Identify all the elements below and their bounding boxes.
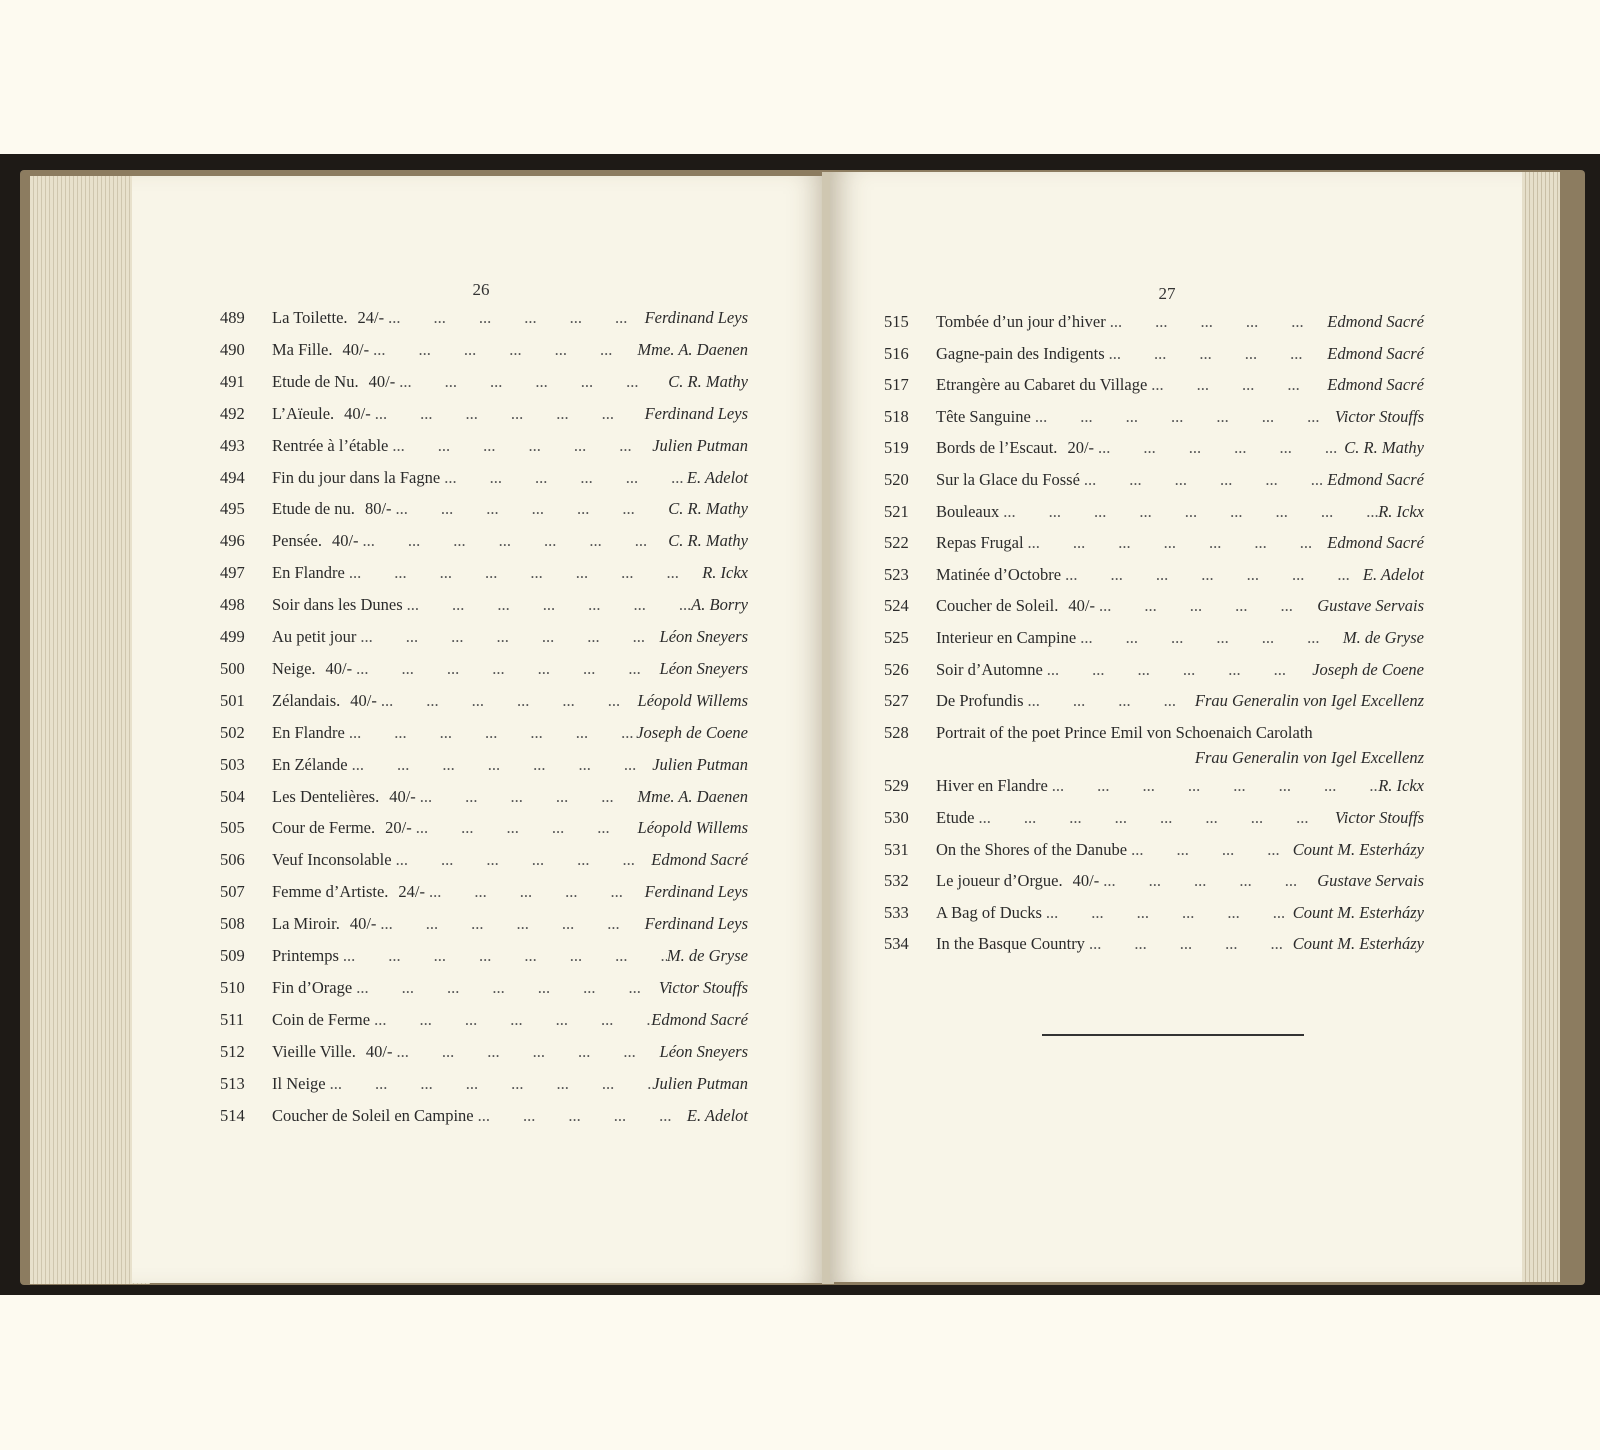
- entry-number: 525: [884, 628, 909, 647]
- entry-number: 522: [884, 533, 909, 553]
- leader-dots: [1080, 470, 1327, 490]
- entry-title: Tête Sanguine: [936, 406, 1031, 426]
- leader-dots: [359, 531, 669, 551]
- catalogue-entry: [220, 340, 748, 366]
- entry-artist: Ferdinand Leys: [644, 914, 748, 934]
- entry-number: 501: [220, 690, 245, 710]
- entry-number: 500: [220, 658, 245, 678]
- entry-number: 519: [884, 438, 909, 458]
- entry-title: Interieur en Campine: [936, 628, 1077, 647]
- catalogue-entry: [220, 404, 748, 430]
- leader-dots: [1061, 565, 1363, 585]
- entry-number: 523: [884, 564, 909, 584]
- entry-number: 515: [884, 312, 909, 331]
- entry-price: 24/-: [398, 882, 425, 902]
- entry-artist: Mme. A. Daenen: [637, 339, 748, 359]
- entry-artist: Gustave Servais: [1317, 596, 1424, 616]
- leader-dots: [339, 946, 667, 966]
- catalogue-entry: [220, 723, 748, 749]
- entry-number: 510: [220, 977, 245, 997]
- leader-dots: [352, 659, 659, 679]
- entry-number: 494: [220, 467, 245, 487]
- entry-price: 20/-: [385, 818, 412, 838]
- entry-artist: E. Adelot: [686, 1105, 748, 1125]
- catalogue-entry: [220, 914, 748, 940]
- entry-title: Etude de Nu.: [272, 371, 359, 391]
- catalogue-entry: [884, 407, 1424, 433]
- entry-artist: Count M. Esterházy: [1292, 839, 1424, 859]
- entry-title: Gagne-pain des Indigents: [936, 343, 1105, 363]
- entry-price: 40/-: [1072, 871, 1100, 891]
- entry-number: 495: [220, 499, 245, 519]
- entry-title: Coin de Ferme: [272, 1009, 371, 1029]
- leader-dots: [1095, 596, 1317, 616]
- catalogue-entry: [220, 978, 748, 1004]
- leader-dots: [371, 404, 645, 424]
- catalogue-entry: [884, 723, 1424, 771]
- catalogue-entry: [220, 1010, 748, 1036]
- entry-number: 499: [220, 627, 245, 646]
- entry-number: 521: [884, 501, 909, 521]
- leader-dots: [345, 723, 636, 743]
- entry-artist: Edmond Sacré: [1327, 343, 1424, 363]
- page-number: 27: [1158, 284, 1176, 303]
- entry-artist: A. Borry: [691, 595, 748, 615]
- entry-title: Etude de nu.: [272, 499, 355, 519]
- entry-number: 497: [220, 563, 245, 583]
- catalogue-entry: [884, 470, 1424, 496]
- entry-title: Coucher de Soleil.: [936, 596, 1059, 616]
- entry-artist: Edmond Sacré: [1327, 375, 1424, 395]
- leader-dots: [999, 502, 1378, 522]
- entry-number: 533: [884, 902, 909, 922]
- catalogue-entry: [884, 628, 1424, 654]
- entry-number: 504: [220, 786, 245, 806]
- entry-artist: Ferdinand Leys: [644, 308, 748, 327]
- entry-number: 520: [884, 470, 909, 489]
- catalogue-entry: [884, 808, 1424, 834]
- catalogue-entry: [220, 787, 748, 813]
- entry-artist: Frau Generalin von Igel Excellenz: [1194, 747, 1424, 767]
- catalogue-entry: [884, 660, 1424, 686]
- entry-title: Tombée d’un jour d’hiver: [936, 312, 1106, 331]
- entry-title: En Flandre: [272, 722, 345, 742]
- entry-number: 529: [884, 776, 909, 796]
- entry-title: L’Aïeule.: [272, 403, 335, 423]
- leader-dots: [416, 787, 638, 807]
- entry-price: 40/-: [331, 531, 359, 551]
- catalogue-entry: [884, 903, 1424, 929]
- entry-title: Cour de Ferme.: [272, 818, 376, 838]
- entry-title: De Profundis: [936, 691, 1024, 711]
- leader-dots: [1147, 375, 1327, 395]
- entry-number: 508: [220, 914, 245, 934]
- leader-dots: [1076, 628, 1343, 648]
- leader-dots: [369, 340, 637, 360]
- leader-dots: [388, 436, 652, 456]
- leader-dots: [1048, 776, 1378, 796]
- catalogue-entry: [884, 312, 1424, 338]
- entry-number: 528: [884, 722, 909, 742]
- entry-price: 40/-: [325, 658, 353, 678]
- entry-price: 40/-: [344, 403, 371, 423]
- leader-dots: [1105, 344, 1328, 364]
- entry-title: La Toilette.: [272, 308, 348, 327]
- entry-artist: Mme. A. Daenen: [637, 786, 748, 806]
- entry-price: 80/-: [364, 499, 392, 519]
- leader-dots: [1085, 934, 1293, 954]
- entry-artist: Edmond Sacré: [651, 850, 748, 870]
- entry-number: 518: [884, 406, 909, 426]
- entry-number: 509: [220, 946, 245, 965]
- entry-number: 514: [220, 1105, 245, 1125]
- entry-artist: Frau Generalin von Igel Excellenz: [1194, 691, 1424, 711]
- entry-number: 511: [220, 1009, 245, 1029]
- entry-title: En Flandre: [272, 563, 345, 583]
- catalogue-entry: [220, 563, 748, 589]
- entry-price: 40/-: [389, 786, 416, 806]
- entry-artist: Edmond Sacré: [1327, 312, 1424, 331]
- leader-dots: [975, 808, 1335, 828]
- catalogue-entry: [220, 372, 748, 398]
- catalogue-entry: [884, 596, 1424, 622]
- leader-dots: [440, 468, 687, 488]
- entry-artist: Ferdinand Leys: [644, 403, 748, 423]
- catalogue-entry: [884, 871, 1424, 897]
- leader-dots: [356, 627, 659, 647]
- entry-number: 513: [220, 1073, 245, 1093]
- leader-dots: [384, 308, 644, 328]
- entry-artist: C. R. Mathy: [668, 499, 748, 519]
- entry-artist: R. Ickx: [1378, 776, 1424, 796]
- page-number: 26: [472, 280, 490, 299]
- entry-title: Matinée d’Octobre: [936, 564, 1062, 584]
- entry-artist: Léopold Willems: [637, 818, 748, 838]
- entry-number: 527: [884, 691, 909, 711]
- catalogue-entry: [220, 531, 748, 557]
- entry-number: 493: [220, 435, 245, 455]
- entry-title: Etude: [936, 808, 975, 827]
- entry-artist: M. de Gryse: [1342, 628, 1424, 647]
- catalogue-entry: [220, 1042, 748, 1068]
- entry-artist: Count M. Esterházy: [1292, 934, 1424, 954]
- leader-dots: [1043, 660, 1312, 680]
- entry-artist: Léon Sneyers: [659, 1041, 748, 1061]
- leader-dots: [412, 818, 638, 838]
- entry-number: 526: [884, 659, 909, 679]
- leader-dots: [1024, 533, 1328, 553]
- entry-price: 40/-: [365, 1041, 393, 1061]
- entry-artist: Julien Putman: [652, 754, 748, 774]
- entry-number: 490: [220, 339, 245, 359]
- entry-artist: Julien Putman: [652, 435, 748, 455]
- catalogue-entry: [220, 436, 748, 462]
- entry-number: 516: [884, 343, 909, 363]
- leader-dots: [352, 978, 659, 998]
- catalogue-entry: [220, 308, 748, 334]
- catalogue-entry: [220, 1106, 748, 1132]
- entry-number: 512: [220, 1041, 245, 1061]
- entry-price: 20/-: [1067, 438, 1095, 458]
- leader-dots: [1024, 691, 1195, 711]
- entry-artist: R. Ickx: [1378, 501, 1424, 521]
- entry-artist: Edmond Sacré: [651, 1009, 748, 1029]
- entry-number: 496: [220, 531, 245, 551]
- entry-price: 40/-: [1068, 596, 1095, 616]
- entry-title: Printemps: [272, 946, 339, 965]
- entry-title: Ma Fille.: [272, 339, 333, 359]
- catalogue-entry: [220, 850, 748, 876]
- entry-price: 40/-: [349, 914, 377, 934]
- entry-artist: E. Adelot: [686, 467, 748, 487]
- leader-dots: [370, 1010, 651, 1030]
- entry-artist: C. R. Mathy: [668, 371, 748, 391]
- entry-title: Portrait of the poet Prince Emil von Schoenaich Carolath: [936, 722, 1313, 742]
- catalogue-entry: [220, 627, 748, 653]
- entry-title: In the Basque Country: [936, 934, 1085, 954]
- entry-artist: C. R. Mathy: [668, 531, 748, 551]
- entry-number: 502: [220, 722, 245, 742]
- catalogue-entry: [884, 438, 1424, 464]
- catalogue-entry: [884, 840, 1424, 866]
- entry-number: 530: [884, 808, 909, 827]
- entry-number: 491: [220, 371, 245, 391]
- entry-title: Au petit jour: [272, 627, 357, 646]
- leader-dots: [1031, 407, 1335, 427]
- entry-artist: C. R. Mathy: [1344, 438, 1424, 458]
- entry-title: Neige.: [272, 658, 316, 678]
- entry-title: En Zélande: [272, 754, 348, 774]
- leader-dots: [1099, 871, 1317, 891]
- leader-dots: [376, 914, 644, 934]
- catalogue-entry: [220, 1074, 748, 1100]
- leader-dots: [392, 499, 669, 519]
- entry-title: Fin du jour dans la Fagne: [272, 467, 441, 487]
- leader-dots: [392, 1042, 659, 1062]
- entry-title: Soir d’Automne: [936, 659, 1043, 679]
- entry-artist: Edmond Sacré: [1327, 533, 1424, 553]
- catalogue-entry: [220, 468, 748, 494]
- entry-price: 40/-: [350, 690, 377, 710]
- entry-title: On the Shores of the Danube: [936, 839, 1128, 859]
- leader-dots: [403, 595, 692, 615]
- entry-title: A Bag of Ducks: [936, 902, 1042, 922]
- catalogue-entry: [220, 499, 748, 525]
- catalogue-entry: [220, 691, 748, 717]
- entry-artist: Ferdinand Leys: [644, 882, 748, 902]
- catalogue-entry: [884, 533, 1424, 559]
- entry-title: Le joueur d’Orgue.: [936, 871, 1063, 891]
- entry-title: Repas Frugal: [936, 533, 1024, 553]
- leader-dots: [377, 691, 638, 711]
- entry-artist: Joseph de Coene: [1312, 659, 1424, 679]
- catalogue-entry: [884, 934, 1424, 960]
- entry-number: 534: [884, 934, 909, 954]
- catalogue-entry: [884, 691, 1424, 717]
- entry-title: La Miroir.: [272, 914, 340, 934]
- entry-title: Sur la Glace du Fossé: [936, 470, 1080, 489]
- catalogue-entry: [220, 659, 748, 685]
- entry-title: Fin d’Orage: [272, 977, 353, 997]
- entry-title: Zélandais.: [272, 690, 341, 710]
- entry-title: Il Neige: [272, 1073, 326, 1093]
- catalogue-entry: [884, 375, 1424, 401]
- end-rule: [1042, 1034, 1304, 1036]
- entry-title: Pensée.: [272, 531, 322, 551]
- entry-artist: Léon Sneyers: [659, 658, 748, 678]
- entry-number: 503: [220, 754, 245, 774]
- leader-dots: [474, 1106, 687, 1126]
- entry-number: 506: [220, 850, 245, 870]
- catalogue-entry: [220, 946, 748, 972]
- entry-title: Bouleaux: [936, 501, 1000, 521]
- entry-title: Bords de l’Escaut.: [936, 438, 1058, 458]
- catalogue-entry: [884, 776, 1424, 802]
- entry-number: 531: [884, 839, 909, 859]
- leader-dots: [348, 755, 653, 775]
- entry-title: Coucher de Soleil en Campine: [272, 1105, 474, 1125]
- entry-artist: Count M. Esterházy: [1292, 902, 1424, 922]
- entry-artist: Joseph de Coene: [636, 722, 748, 742]
- entry-number: 524: [884, 596, 909, 616]
- entry-artist: R. Ickx: [702, 563, 748, 583]
- leader-dots: [326, 1074, 653, 1094]
- entry-title: Hiver en Flandre: [936, 776, 1048, 796]
- entry-title: Soir dans les Dunes: [272, 595, 403, 615]
- left-page: [132, 176, 827, 1283]
- entry-artist: E. Adelot: [1362, 564, 1424, 584]
- entry-number: 532: [884, 871, 909, 891]
- right-page: [830, 172, 1522, 1282]
- entry-number: 492: [220, 403, 245, 423]
- entry-artist: M. de Gryse: [666, 946, 748, 965]
- leader-dots: [395, 372, 668, 392]
- catalogue-entry: [220, 595, 748, 621]
- catalogue-entry: [884, 502, 1424, 528]
- entry-artist: Victor Stouffs: [1334, 406, 1424, 426]
- entry-title: Femme d’Artiste.: [272, 882, 389, 902]
- entry-title: Etrangère au Cabaret du Village: [936, 375, 1148, 395]
- entry-price: 40/-: [368, 371, 396, 391]
- entry-artist: Edmond Sacré: [1327, 470, 1424, 489]
- entry-title: Les Dentelières.: [272, 786, 380, 806]
- catalogue-entry: [220, 818, 748, 844]
- entry-artist: Julien Putman: [652, 1073, 748, 1093]
- entry-artist: Victor Stouffs: [658, 977, 748, 997]
- entry-artist: Léopold Willems: [637, 690, 748, 710]
- entry-number: 507: [220, 882, 245, 902]
- leader-dots: [1127, 840, 1293, 860]
- leader-dots: [1106, 312, 1328, 332]
- catalogue-entry: [220, 882, 748, 908]
- catalogue-entry: [884, 565, 1424, 591]
- entry-number: 505: [220, 818, 245, 838]
- leader-dots: [1094, 438, 1344, 458]
- entry-title: Rentrée à l’étable: [272, 435, 389, 455]
- entry-title: Veuf Inconsolable: [272, 850, 392, 870]
- leader-dots: [425, 882, 645, 902]
- entry-price: 40/-: [342, 339, 370, 359]
- catalogue-entry: [220, 755, 748, 781]
- leader-dots: [392, 850, 652, 870]
- entry-artist: Gustave Servais: [1317, 871, 1424, 891]
- catalogue-entry: [884, 344, 1424, 370]
- leader-dots: [345, 563, 702, 583]
- entry-title: Vieille Ville.: [272, 1041, 356, 1061]
- entry-number: 489: [220, 308, 245, 327]
- entry-artist: Victor Stouffs: [1334, 808, 1424, 827]
- entry-price: 24/-: [357, 308, 385, 327]
- entry-number: 498: [220, 595, 245, 615]
- leader-dots: [1042, 903, 1293, 923]
- entry-number: 517: [884, 375, 909, 395]
- entry-artist: Léon Sneyers: [659, 627, 748, 646]
